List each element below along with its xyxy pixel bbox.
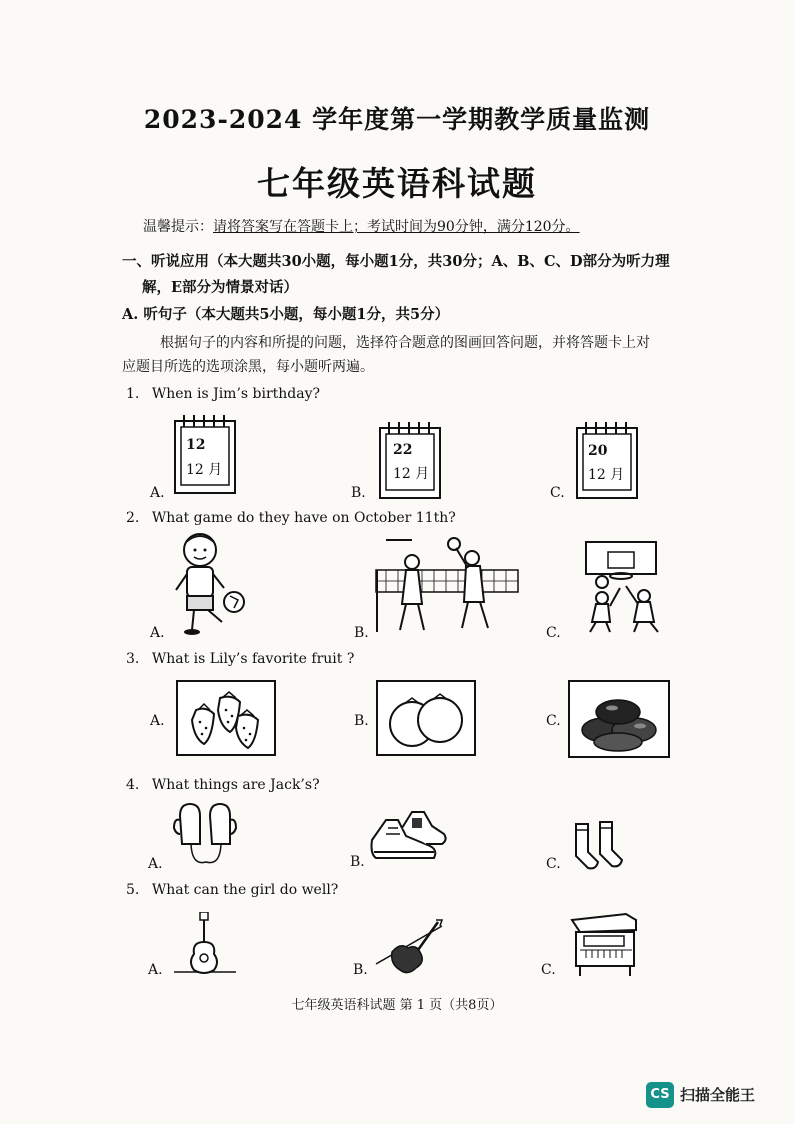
option-b-label: B. — [350, 854, 365, 870]
question-number: 5. — [126, 882, 140, 898]
section-a-instructions — [122, 331, 722, 379]
camscanner-logo-icon: CS — [646, 1082, 674, 1108]
instructions-line1: 根据句子的内容和所提的问题，选择符合题意的图画回答问题，并将答题卡上对 — [160, 335, 650, 351]
option-b-label: B. — [354, 713, 369, 729]
exam-subtitle: 七年级英语科试题 — [257, 164, 537, 203]
question-text: What is Lily’s favorite fruit ? — [151, 651, 355, 667]
calendar-icon — [377, 420, 443, 504]
section-a-heading: A. 听句子（本大题共5小题，每小题1分，共5分） — [122, 306, 450, 323]
piano-icon — [566, 910, 642, 984]
mittens-icon — [172, 800, 242, 874]
option-a-label: A. — [150, 625, 165, 641]
tip-line — [143, 216, 580, 236]
option-c-label: C. — [546, 713, 561, 729]
section-1-line1: 一、听说应用（本大题共30小题，每小题1分，共30分；A、B、C、D部分为听力理 — [122, 253, 670, 270]
question-number: 4. — [126, 777, 140, 793]
option-a-label: A. — [150, 713, 165, 729]
option-a-label: A. — [148, 962, 163, 978]
calendar-month: 12 月 — [393, 466, 430, 482]
option-b-label: B. — [351, 485, 366, 501]
potatoes-icon — [568, 680, 670, 762]
question-1 — [126, 386, 320, 402]
strawberries-icon — [176, 680, 276, 760]
question-number: 3. — [126, 651, 140, 667]
option-a-label: A. — [148, 856, 163, 872]
option-b-label: B. — [354, 625, 369, 641]
sneakers-icon — [368, 806, 448, 870]
question-4 — [126, 777, 320, 793]
calendar-icon — [172, 413, 238, 499]
section-1-heading — [122, 249, 722, 301]
question-text: When is Jim’s birthday? — [151, 386, 321, 402]
calendar-day: 12 — [186, 437, 206, 453]
option-c-label: C. — [550, 485, 565, 501]
question-text: What game do they have on October 11th? — [151, 510, 456, 526]
option-a-label: A. — [150, 485, 165, 501]
soccer-boy-icon — [170, 530, 248, 640]
calendar-icon — [574, 420, 640, 504]
violin-icon — [372, 918, 446, 984]
calendar-day: 22 — [393, 442, 413, 458]
calendar-month: 12 月 — [588, 467, 625, 483]
camscanner-label: 扫描全能王 — [680, 1086, 756, 1104]
option-c-label: C. — [541, 962, 556, 978]
tomatoes-icon — [376, 680, 476, 760]
question-text: What can the girl do well? — [151, 882, 339, 898]
tip-label: 温馨提示： — [143, 219, 213, 235]
question-number: 2. — [126, 510, 140, 526]
calendar-day: 20 — [588, 443, 608, 459]
instructions-line2: 应题目所选的选项涂黑，每小题听两遍。 — [122, 359, 374, 375]
question-3 — [126, 651, 354, 667]
page-footer: 七年级英语科试题 第 1 页（共8页） — [291, 998, 503, 1013]
question-text: What things are Jack’s? — [151, 777, 320, 793]
guitar-icon — [170, 912, 240, 982]
volleyball-icon — [372, 532, 522, 640]
tip-text: 请将答案写在答题卡上；考试时间为90分钟，满分120分。 — [213, 219, 580, 235]
question-number: 1. — [126, 386, 140, 402]
option-c-label: C. — [546, 856, 561, 872]
question-2 — [126, 510, 456, 526]
calendar-month: 12 月 — [186, 462, 223, 478]
socks-icon — [568, 818, 628, 878]
question-5 — [126, 882, 338, 898]
basketball-icon — [572, 538, 672, 638]
option-c-label: C. — [546, 625, 561, 641]
exam-title: 2023-2024 学年度第一学期教学质量监测 — [143, 105, 651, 134]
section-1-line2: 解，E部分为情景对话） — [142, 279, 299, 296]
option-b-label: B. — [353, 962, 368, 978]
